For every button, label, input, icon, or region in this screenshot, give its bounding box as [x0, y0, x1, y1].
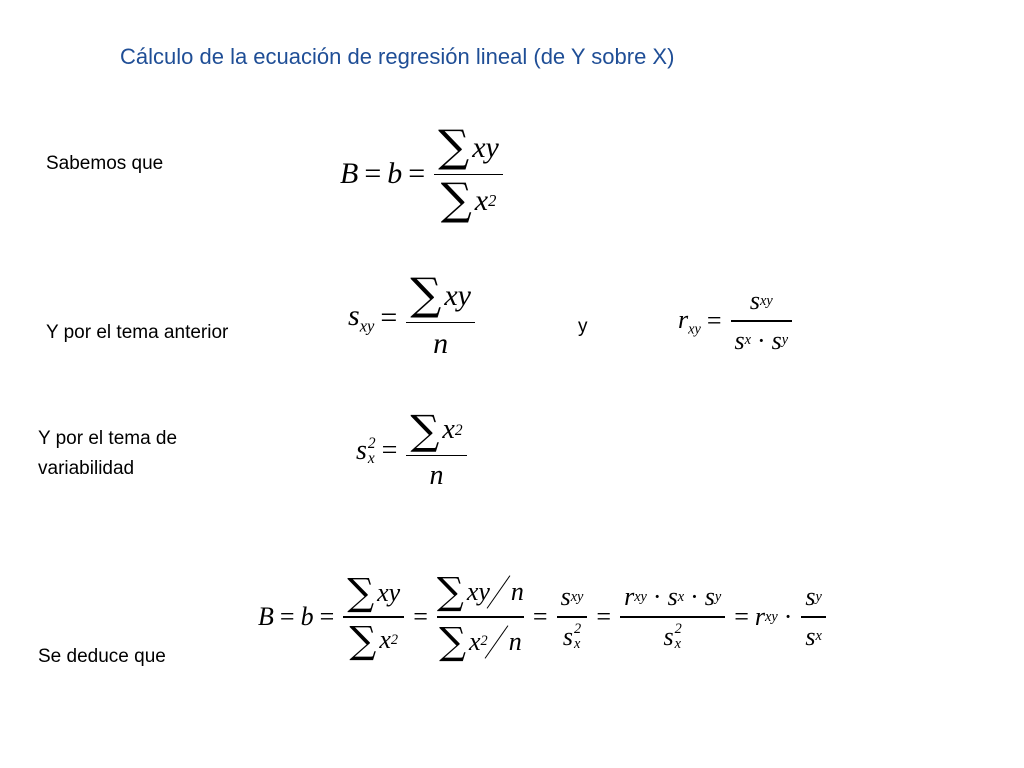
sum-icon: ∑ [436, 569, 464, 614]
var-B: B [340, 157, 359, 191]
fraction-bar [406, 455, 466, 457]
math-symbol [439, 618, 522, 663]
math-symbol: r [624, 582, 635, 611]
sum-icon: ∑ [439, 618, 466, 663]
sum-icon: ∑ [347, 570, 375, 615]
formula-b-definition [340, 122, 506, 225]
fraction [801, 582, 825, 652]
r-xy [678, 305, 701, 337]
math-symbol: xy [377, 578, 401, 608]
slide-title: Cálculo de la ecuación de regresión lineal (de Y sobre X) [120, 44, 675, 69]
exponent: 2 [488, 190, 497, 210]
math-symbol: xy [634, 588, 647, 605]
math-symbol: x [469, 626, 481, 656]
equals: = [364, 157, 382, 191]
math-symbol: 2 [454, 421, 463, 439]
math-symbol: s [734, 325, 745, 355]
math-symbol: r [678, 304, 689, 334]
math-symbol: x [815, 628, 822, 645]
label-tema-anterior: Y por el tema anterior [46, 322, 229, 343]
s-x-squared [356, 435, 376, 467]
math-symbol: = [319, 601, 335, 631]
math-symbol: · [690, 582, 699, 611]
math-symbol: y [781, 332, 789, 349]
var-b: b [387, 157, 403, 191]
math-symbol: b [300, 601, 314, 631]
math-symbol: n [510, 577, 524, 606]
math-symbol: x [573, 635, 581, 652]
math-symbol [368, 436, 376, 467]
math-symbol: r [754, 601, 766, 631]
math-symbol [620, 582, 725, 612]
sum-icon: ∑ [438, 122, 470, 172]
math-symbol [559, 622, 585, 652]
math-symbol [343, 570, 404, 615]
math-symbol: x [744, 332, 751, 349]
math-symbol: · [756, 325, 766, 355]
label-sabemos: Sabemos que [46, 153, 164, 174]
math-symbol: = [596, 601, 612, 631]
formula-variance [356, 406, 470, 492]
math-symbol: y [714, 588, 722, 605]
math-symbol: B [258, 601, 274, 631]
math-symbol: s [560, 582, 571, 611]
math-symbol [620, 616, 725, 618]
equals: = [408, 157, 426, 191]
math-symbol: x [677, 588, 685, 605]
fraction [406, 406, 466, 492]
var-xy: xy [444, 278, 471, 312]
fraction [557, 582, 588, 652]
math-symbol [557, 582, 588, 612]
math-symbol [660, 622, 686, 652]
math-symbol: s [704, 582, 715, 611]
math-symbol [487, 575, 511, 608]
numerator [406, 406, 466, 454]
label-line-1: Y por el tema de [38, 428, 178, 449]
fraction [731, 286, 793, 356]
denominator [429, 327, 452, 361]
math-symbol: s [749, 286, 761, 315]
math-symbol: 2 [674, 621, 682, 638]
equals: = [381, 435, 398, 467]
equals: = [380, 300, 398, 334]
math-symbol: x [674, 635, 681, 652]
math-symbol: = [532, 601, 548, 631]
equals: = [706, 305, 722, 335]
math-symbol: 2 [367, 434, 376, 452]
math-symbol: = [413, 601, 428, 631]
denominator [731, 326, 793, 356]
math-symbol [436, 569, 524, 614]
denominator [437, 175, 501, 225]
denominator [425, 460, 447, 492]
math-symbol: xy [466, 577, 490, 606]
numerator [746, 286, 777, 316]
fraction [620, 582, 725, 652]
math-symbol: 2 [573, 621, 582, 638]
math-symbol [557, 616, 588, 618]
math-symbol [801, 622, 825, 652]
math-symbol: s [663, 621, 674, 651]
math-symbol: x [379, 625, 391, 655]
math-symbol: xy [688, 321, 701, 338]
math-symbol: xy [570, 588, 584, 605]
math-symbol: = [279, 601, 295, 631]
fraction [406, 270, 475, 361]
math-symbol: 2 [480, 633, 488, 650]
s-xy [348, 299, 374, 335]
var-x: x [474, 183, 489, 217]
math-symbol [437, 616, 524, 618]
numerator [406, 270, 475, 320]
math-symbol: n [508, 626, 522, 656]
formula-covariance [348, 270, 478, 361]
math-symbol: n [429, 460, 444, 492]
var-n: n [433, 327, 449, 360]
math-symbol: s [771, 325, 782, 355]
label-se-deduce: Se deduce que [38, 646, 166, 667]
fraction [434, 122, 503, 225]
math-symbol [675, 622, 682, 651]
label-line-2: variabilidad [38, 458, 135, 479]
formula-deduction [258, 569, 829, 663]
math-symbol: s [356, 435, 367, 467]
sum-icon: ∑ [410, 270, 442, 320]
math-symbol: s [562, 621, 573, 651]
math-symbol [801, 582, 825, 612]
math-symbol: 2 [390, 632, 399, 649]
compound-fraction [436, 569, 524, 663]
math-symbol: · [652, 582, 662, 611]
math-symbol: x [442, 414, 455, 446]
math-symbol: xy [760, 292, 773, 309]
label-variabilidad [38, 424, 177, 484]
var-xy: xy [472, 130, 499, 164]
math-symbol: x [367, 450, 375, 468]
fraction-bar [731, 320, 793, 322]
math-symbol [574, 622, 581, 651]
math-symbol: s [348, 299, 360, 333]
math-symbol: · [783, 601, 793, 631]
math-symbol [484, 625, 508, 658]
sum-icon: ∑ [349, 617, 377, 662]
math-symbol: xy [359, 317, 375, 337]
math-symbol: xy [765, 608, 778, 625]
sum-icon: ∑ [440, 175, 472, 225]
math-symbol: s [805, 582, 816, 611]
math-symbol [801, 616, 825, 618]
math-symbol [345, 617, 402, 662]
math-symbol: s [805, 621, 816, 651]
fraction [343, 570, 404, 662]
math-symbol: y [815, 588, 822, 605]
fraction-bar [406, 322, 475, 324]
math-symbol: s [667, 582, 678, 611]
math-symbol: = [734, 601, 749, 631]
numerator [434, 122, 503, 172]
formula-correlation [678, 286, 795, 356]
sum-icon: ∑ [410, 406, 440, 454]
label-y: y [578, 316, 588, 337]
